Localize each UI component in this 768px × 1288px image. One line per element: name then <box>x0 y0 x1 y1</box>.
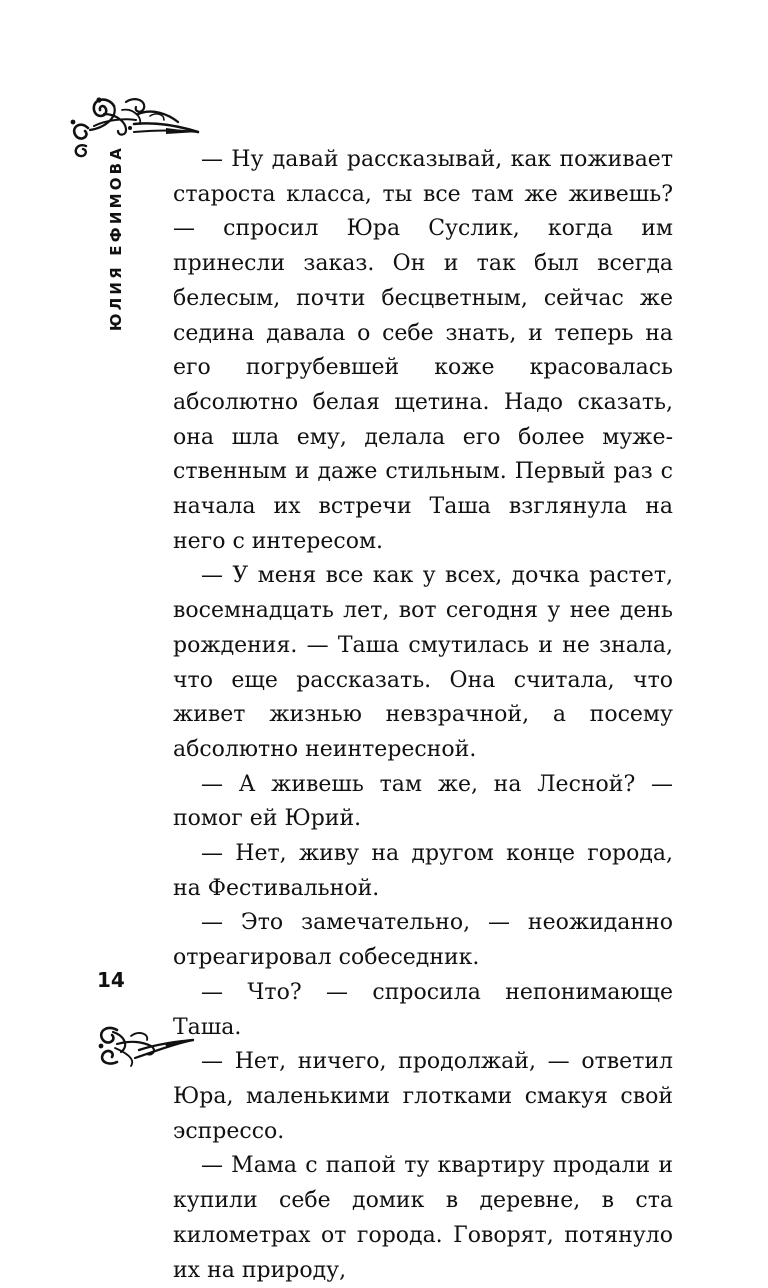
author-name: ЮЛИЯ ЕФИМОВА <box>107 144 125 332</box>
bottom-ornament-icon <box>95 1022 195 1070</box>
paragraph: — У меня все как у всех, дочка растет, восемнадцать лет, вот сегодня у нее день рождения. — Таша смутилась и не знала, что еще рассказать. Она считала, что живет жизнью невзрачной, а посему абсолютно неинтересной. <box>173 563 673 762</box>
paragraph: — Ну давай рассказывай, как поживает староста класса, ты все там же живешь? — спросил Юра Суслик, когда им принесли заказ. Он и так был всегда белесым, почти бесцветным, сейчас же седина давала о себе знать, и теперь на его погрубевшей коже красовалась абсолютно белая щетина. Надо сказать, она шла ему, делала его более мужественным и даже стильным. Первый раз с начала их встречи Таша взглянула на него с интересом. <box>173 147 673 554</box>
paragraph: — Нет, ничего, продолжай, — ответил Юра, маленькими глотками смакуя свой эспрессо. <box>173 1049 673 1144</box>
paragraph: — А живешь там же, на Лесной? — помог ей Юрий. <box>173 771 673 832</box>
running-head <box>103 144 129 332</box>
paragraph: — Это замечательно, — неожиданно отреагировал собеседник. <box>173 910 673 971</box>
paragraph: — Нет, живу на другом конце города, на Фестивальной. <box>173 841 673 901</box>
page-number: 14 <box>97 968 125 992</box>
body-text <box>173 143 673 1288</box>
paragraph: — Мама с папой ту квартиру продали и купили себе домик в деревне, в ста километрах от города. Говорят, потянуло их на природу, <box>173 1153 673 1283</box>
paragraph: — Что? — спросила непонимающе Таша. <box>173 979 673 1040</box>
